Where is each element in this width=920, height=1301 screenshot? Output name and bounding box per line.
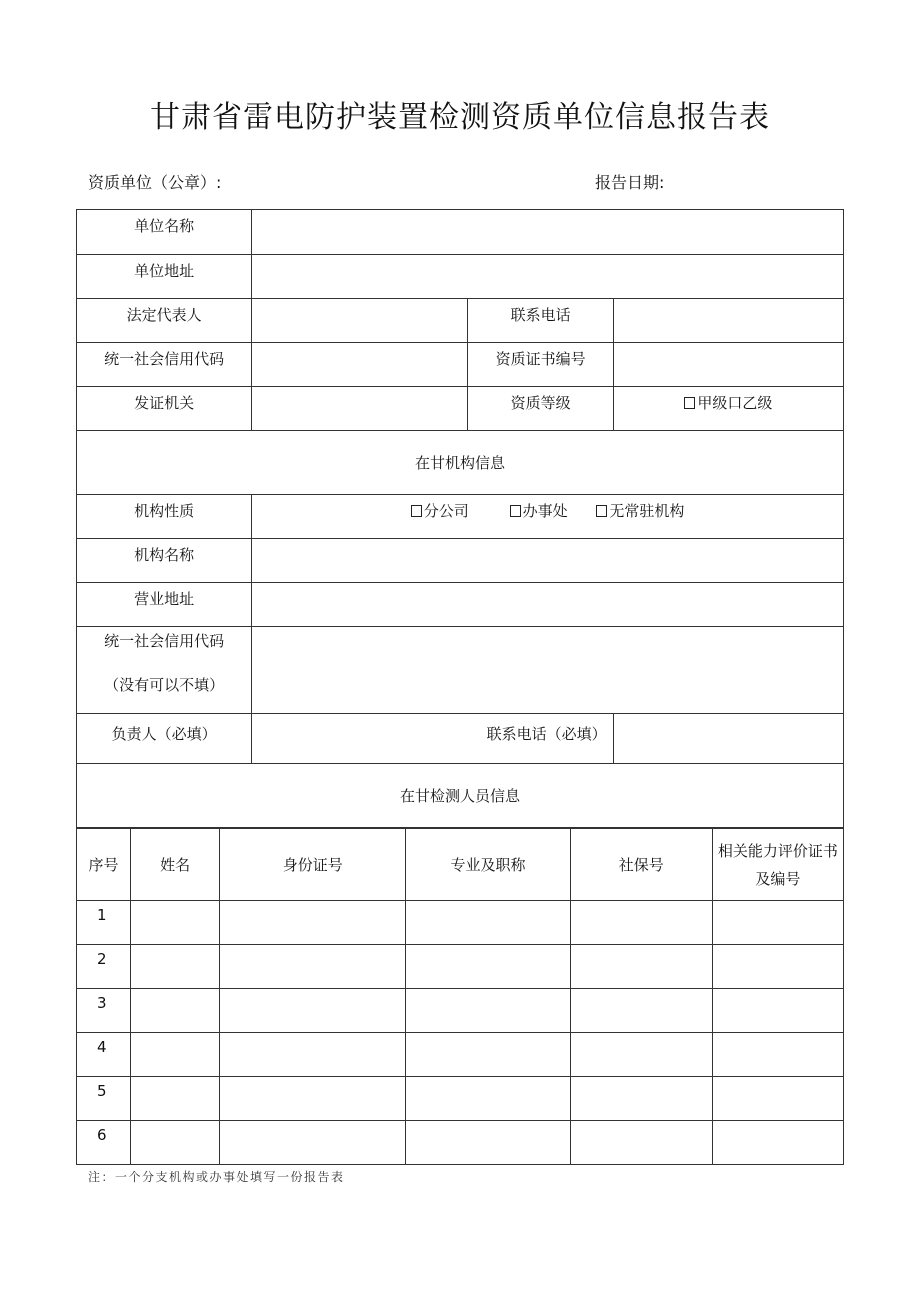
row-index: 6 [77,1121,131,1165]
issuer-label: 发证机关 [77,387,252,431]
id-cell[interactable] [220,1033,406,1077]
social-cell[interactable] [570,945,712,989]
grade-a-checkbox[interactable] [684,397,695,409]
unit-info-table [76,209,844,828]
major-cell[interactable] [406,1121,570,1165]
cert-no-field[interactable] [613,343,843,387]
branch-section-title: 在甘机构信息 [77,431,844,495]
unit-address-label: 单位地址 [77,255,252,299]
branch-name-field[interactable] [252,539,844,583]
branch-option-label: 分公司 [423,502,469,520]
certificate-cell[interactable] [712,1121,843,1165]
social-cell[interactable] [570,1077,712,1121]
staff-section-title: 在甘检测人员信息 [77,764,844,828]
branch-credit-code-field[interactable] [252,627,844,714]
unit-name-label: 单位名称 [77,210,252,255]
table-row [77,1121,844,1165]
branch-address-label: 营业地址 [77,583,252,627]
major-cell[interactable] [406,945,570,989]
legal-rep-field[interactable] [252,299,468,343]
branch-phone-field[interactable] [613,714,843,764]
id-cell[interactable] [220,901,406,945]
no-resident-option-checkbox[interactable] [596,505,607,517]
name-cell[interactable] [131,989,220,1033]
office-option-label: 办事处 [522,502,568,520]
social-cell[interactable] [570,989,712,1033]
id-cell[interactable] [220,945,406,989]
name-cell[interactable] [131,945,220,989]
header-id-number: 身份证号 [220,829,406,901]
branch-nature-label: 机构性质 [77,495,252,539]
grade-b-label: 口乙级 [727,394,773,412]
unit-address-field[interactable] [252,255,844,299]
unit-credit-code-label: 统一社会信用代码 [77,343,252,387]
no-resident-option-label: 无常驻机构 [609,502,685,520]
staff-table [76,828,844,1165]
table-row [77,945,844,989]
report-date-label: 报告日期: [595,173,665,192]
manager-label: 负责人（必填） [77,714,252,764]
major-cell[interactable] [406,1033,570,1077]
row-index: 3 [77,989,131,1033]
certificate-cell[interactable] [712,1033,843,1077]
branch-credit-code-label: 统一社会信用代码 [104,632,225,650]
id-cell[interactable] [220,1121,406,1165]
certificate-cell[interactable] [712,901,843,945]
footnote: 注：一个分支机构或办事处填写一份报告表 [88,1170,345,1184]
social-cell[interactable] [570,1121,712,1165]
branch-credit-code-cell [77,627,252,714]
row-index: 1 [77,901,131,945]
grade-a-label: 甲级 [697,394,728,412]
major-cell[interactable] [406,1077,570,1121]
issuer-field[interactable] [252,387,468,431]
grade-label: 资质等级 [468,387,613,431]
major-cell[interactable] [406,989,570,1033]
row-index: 2 [77,945,131,989]
social-cell[interactable] [570,901,712,945]
page-title: 甘肃省雷电防护装置检测资质单位信息报告表 [150,100,770,135]
header-social-security: 社保号 [570,829,712,901]
name-cell[interactable] [131,1033,220,1077]
header-major-title: 专业及职称 [406,829,570,901]
unit-phone-field[interactable] [613,299,843,343]
branch-option-checkbox[interactable] [411,505,422,517]
social-cell[interactable] [570,1033,712,1077]
header-index: 序号 [77,829,131,901]
unit-phone-label: 联系电话 [468,299,613,343]
branch-phone-label: 联系电话（必填） [486,725,607,743]
branch-name-label: 机构名称 [77,539,252,583]
header-name: 姓名 [131,829,220,901]
certificate-cell[interactable] [712,945,843,989]
name-cell[interactable] [131,1077,220,1121]
certificate-cell[interactable] [712,989,843,1033]
manager-cell[interactable] [252,714,613,764]
table-row [77,1077,844,1121]
unit-name-field[interactable] [252,210,844,255]
header-certificate: 相关能力评价证书及编号 [712,829,843,901]
name-cell[interactable] [131,1121,220,1165]
unit-credit-code-field[interactable] [252,343,468,387]
row-index: 5 [77,1077,131,1121]
table-row [77,901,844,945]
id-cell[interactable] [220,989,406,1033]
id-cell[interactable] [220,1077,406,1121]
office-option-checkbox[interactable] [510,505,521,517]
branch-address-field[interactable] [252,583,844,627]
name-cell[interactable] [131,901,220,945]
row-index: 4 [77,1033,131,1077]
branch-credit-code-hint: （没有可以不填） [104,676,225,694]
table-row [77,989,844,1033]
certificate-cell[interactable] [712,1077,843,1121]
legal-rep-label: 法定代表人 [77,299,252,343]
unit-seal-label: 资质单位（公章）: [88,173,222,192]
branch-nature-options [252,495,844,539]
cert-no-label: 资质证书编号 [468,343,613,387]
grade-options [613,387,843,431]
table-row [77,1033,844,1077]
major-cell[interactable] [406,901,570,945]
